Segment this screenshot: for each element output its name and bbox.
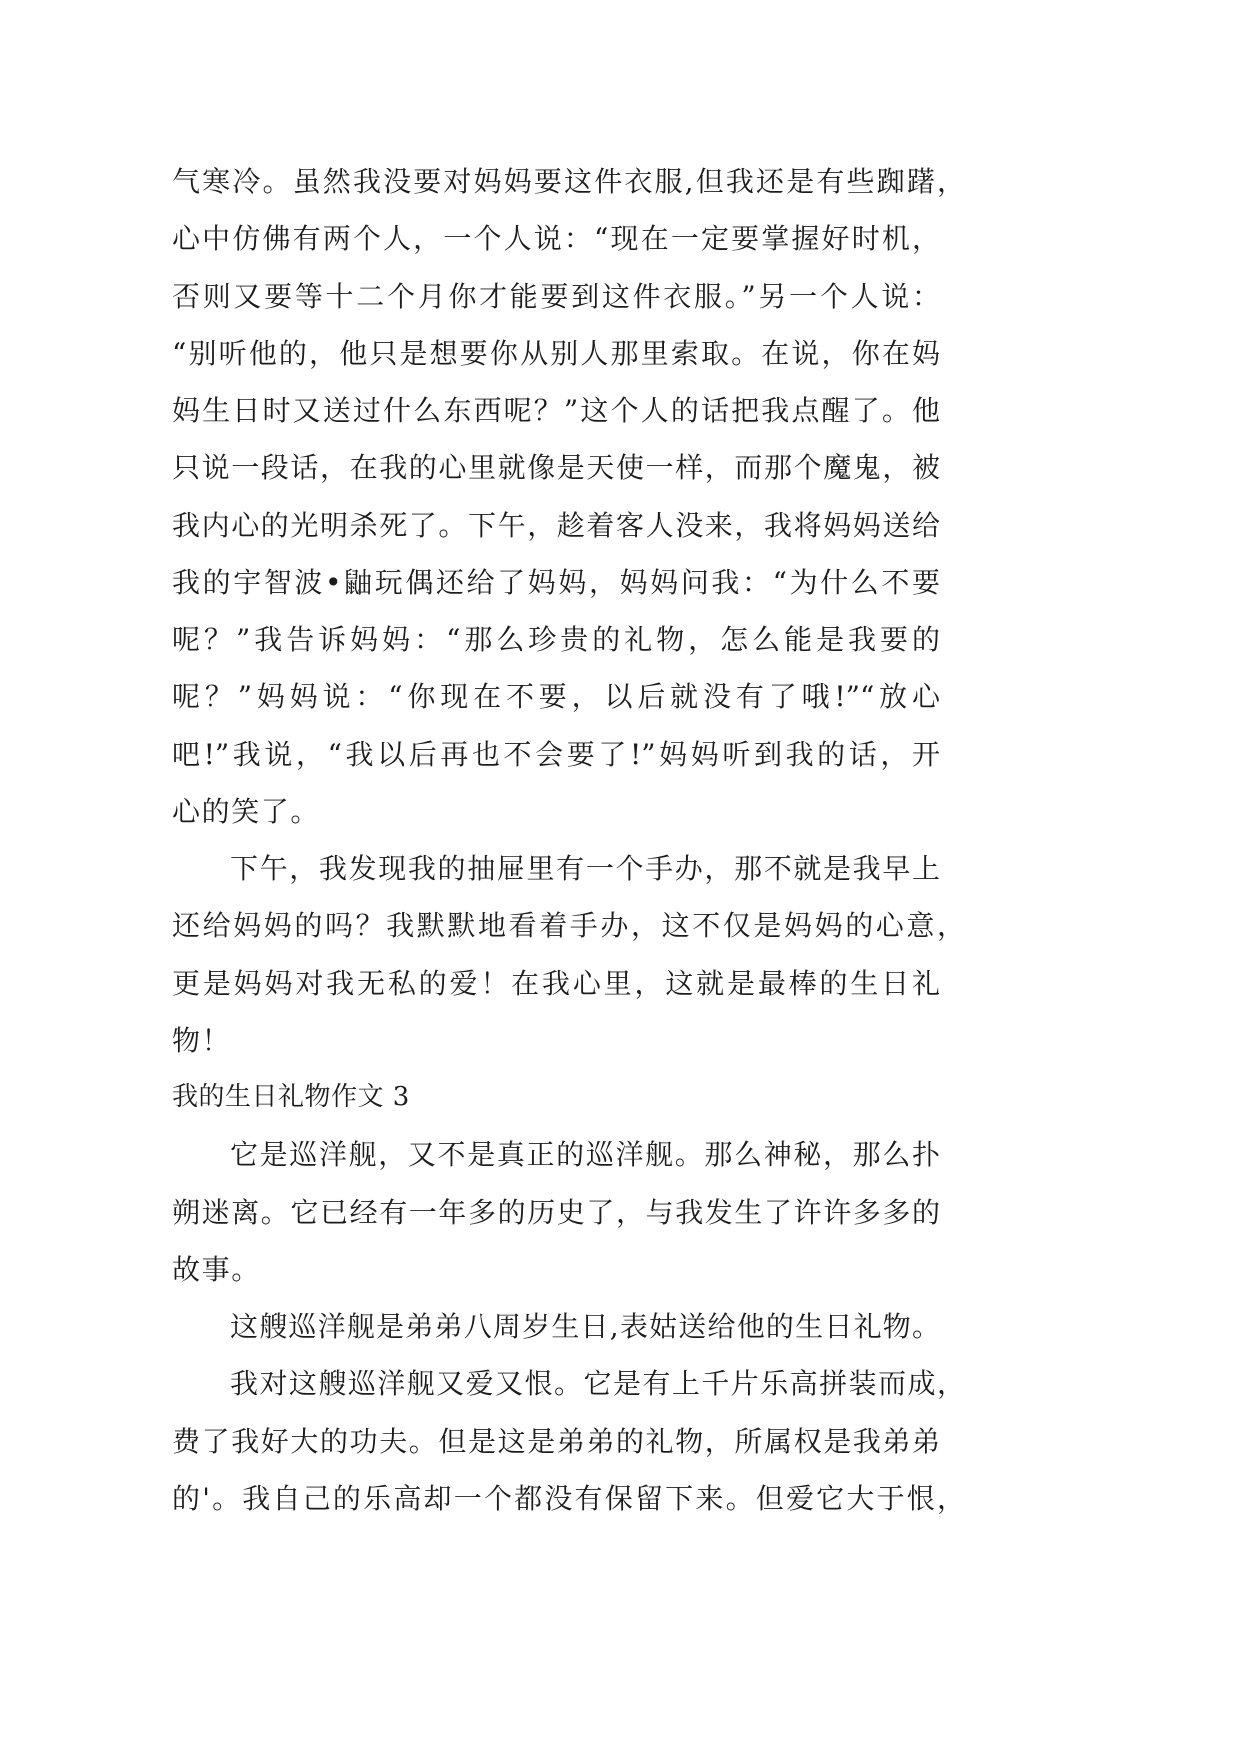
text-line: “别听他的，他只是想要你从别人那里索取。在说，你在妈: [172, 336, 940, 370]
text-line: 这艘巡洋舰是弟弟八周岁生日,表姑送给他的生日礼物。: [230, 1310, 940, 1343]
text-line: 朔迷离。它已经有一年多的历史了，与我发生了许许多多的: [172, 1195, 940, 1229]
text-line: 下午，我发现我的抽屉里有一个手办，那不就是我早上: [230, 852, 940, 885]
text-line: 只说一段话，在我的心里就像是天使一样，而那个魔鬼，被: [172, 451, 940, 485]
document-body: [172, 153, 972, 1527]
text-line: 呢？”我告诉妈妈：“那么珍贵的礼物，怎么能是我要的: [172, 623, 940, 656]
text-line: 物！: [172, 1023, 232, 1057]
text-line: 心中仿佛有两个人，一个人说：“现在一定要掌握好时机，: [172, 222, 940, 256]
text-line: 更是妈妈对我无私的爱！在我心里，这就是最棒的生日礼: [172, 966, 940, 1000]
text-line: 费了我好大的功夫。但是这是弟弟的礼物，所属权是我弟弟: [172, 1424, 940, 1458]
text-line: 妈生日时又送过什么东西呢？”这个人的话把我点醒了。他: [172, 394, 940, 427]
paragraph: [172, 1126, 972, 1298]
text-line: 故事。: [172, 1252, 261, 1286]
text-line: 吧!”我说，“我以后再也不会要了!”妈妈听到我的话，开: [172, 737, 940, 771]
text-line: 否则又要等十二个月你才能要到这件衣服。”另一个人说：: [172, 279, 940, 313]
text-line: 心的笑了。: [172, 794, 321, 828]
text-line: 气寒冷。虽然我没要对妈妈要这件衣服,但我还是有些踟躇，: [172, 165, 965, 198]
text-line: 的'。我自己的乐高却一个都没有保留下来。但爱它大于恨，: [172, 1481, 965, 1515]
text-line: 我的宇智波•鼬玩偶还给了妈妈，妈妈问我：“为什么不要: [172, 565, 940, 599]
text-line: 呢？”妈妈说：“你现在不要，以后就没有了哦!”“放心: [172, 680, 940, 714]
text-line: 还给妈妈的吗？我默默地看着手办，这不仅是妈妈的心意，: [172, 909, 965, 943]
text-line: 我对这艘巡洋舰又爱又恨。它是有上千片乐高拼装而成，: [230, 1367, 965, 1401]
text-line: 我内心的光明杀死了。下午，趁着客人没来，我将妈妈送给: [172, 508, 940, 542]
text-line: 它是巡洋舰，又不是真正的巡洋舰。那么神秘，那么扑: [230, 1138, 940, 1172]
paragraph: [172, 1355, 972, 1527]
paragraph: [172, 1298, 972, 1355]
section-heading: 我的生日礼物作文 3: [172, 1082, 410, 1112]
paragraph: [172, 153, 972, 840]
paragraph: [172, 840, 972, 1069]
